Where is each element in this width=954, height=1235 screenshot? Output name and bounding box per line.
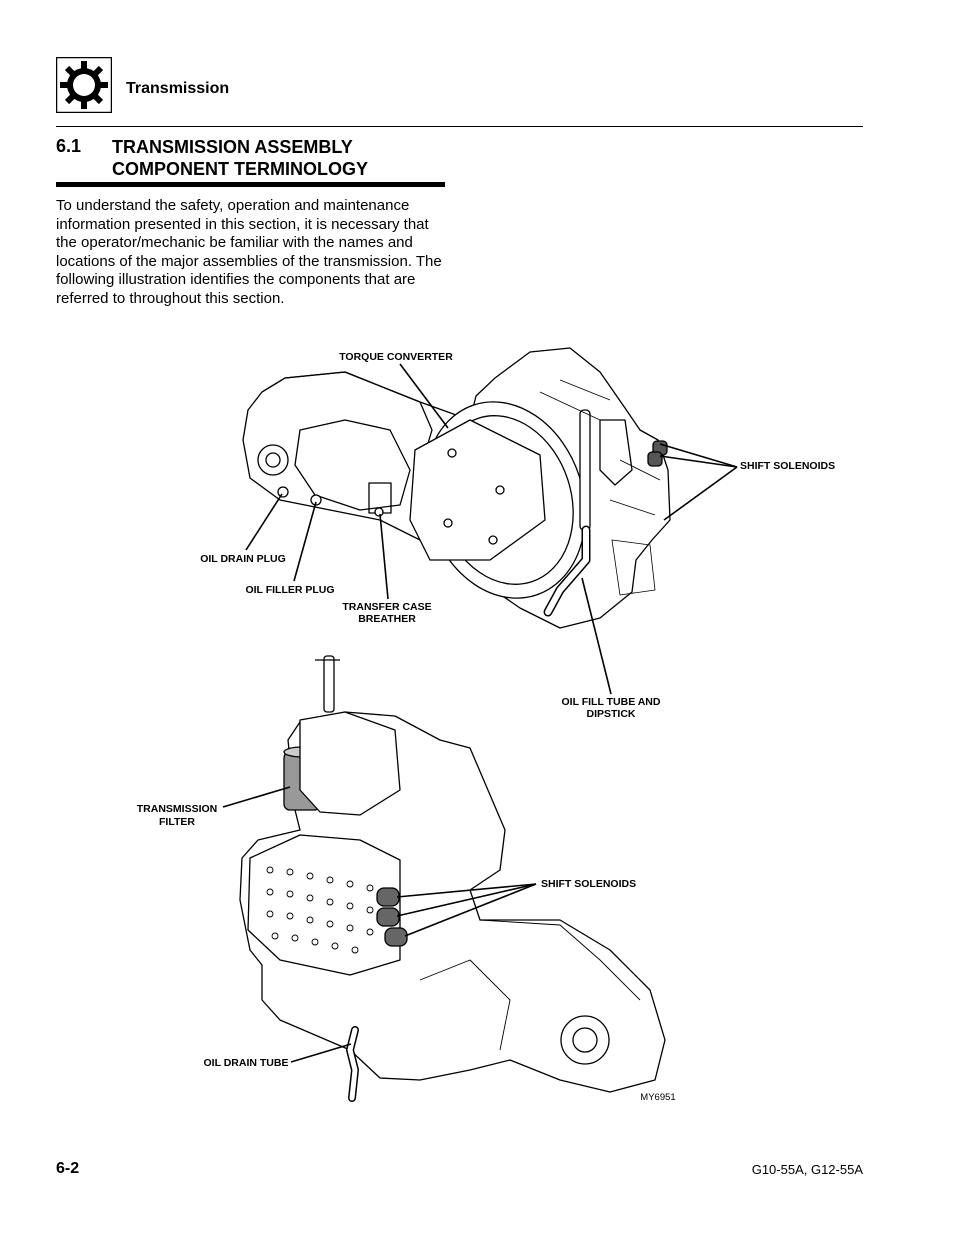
section-title bbox=[112, 136, 368, 180]
label-transfer-case-breather-2: BREATHER bbox=[358, 613, 416, 625]
label-torque-converter: TORQUE CONVERTER bbox=[339, 351, 453, 363]
leader-oil-drain-plug bbox=[246, 494, 282, 550]
leader-oil-filler-plug bbox=[294, 502, 316, 581]
label-transmission-filter-1: TRANSMISSION bbox=[136, 803, 218, 815]
leader-oil-drain-tube bbox=[291, 1044, 351, 1062]
section-title-line2: COMPONENT TERMINOLOGY bbox=[112, 159, 368, 179]
leader-shift-solenoid-top-2 bbox=[660, 456, 737, 467]
header-rule bbox=[56, 126, 863, 127]
section-rule bbox=[56, 182, 445, 187]
leader-transfer-case-breather bbox=[380, 514, 388, 599]
leader-transmission-filter bbox=[223, 787, 290, 807]
label-shift-solenoids-bottom: SHIFT SOLENOIDS bbox=[541, 878, 637, 890]
figure-id: MY6951 bbox=[640, 1092, 676, 1103]
label-oil-fill-tube-1: OIL FILL TUBE AND bbox=[561, 696, 661, 708]
section-title-line1: TRANSMISSION ASSEMBLY bbox=[112, 137, 353, 157]
chapter-title: Transmission bbox=[126, 80, 230, 97]
section-number: 6.1 bbox=[56, 136, 82, 156]
transmission-illustration bbox=[120, 340, 860, 1110]
page-number: 6-2 bbox=[56, 1160, 80, 1177]
leader-shift-solenoid-top-1 bbox=[660, 444, 737, 467]
intro-paragraph: To understand the safety, operation and maintenance information presented in this section, it is necessary that the operator/mechanic be familiar with the names and locations of the major assemblies of the transmission. The following illustration identifies the components that are referred to throughout this section. bbox=[56, 197, 442, 307]
label-oil-drain-tube: OIL DRAIN TUBE bbox=[203, 1057, 289, 1069]
label-transmission-filter-2: FILTER bbox=[159, 816, 195, 828]
leader-shift-solenoid-top-3 bbox=[664, 467, 737, 520]
label-oil-fill-tube-2: DIPSTICK bbox=[586, 708, 636, 720]
label-oil-drain-plug: OIL DRAIN PLUG bbox=[200, 553, 286, 565]
label-shift-solenoids-top: SHIFT SOLENOIDS bbox=[740, 460, 836, 472]
model-numbers: G10-55A, G12-55A bbox=[751, 1162, 863, 1177]
gear-icon bbox=[56, 57, 112, 113]
label-oil-filler-plug: OIL FILLER PLUG bbox=[245, 584, 335, 596]
lower-transmission-drawing bbox=[240, 656, 665, 1098]
label-transfer-case-breather-1: TRANSFER CASE bbox=[342, 601, 432, 613]
